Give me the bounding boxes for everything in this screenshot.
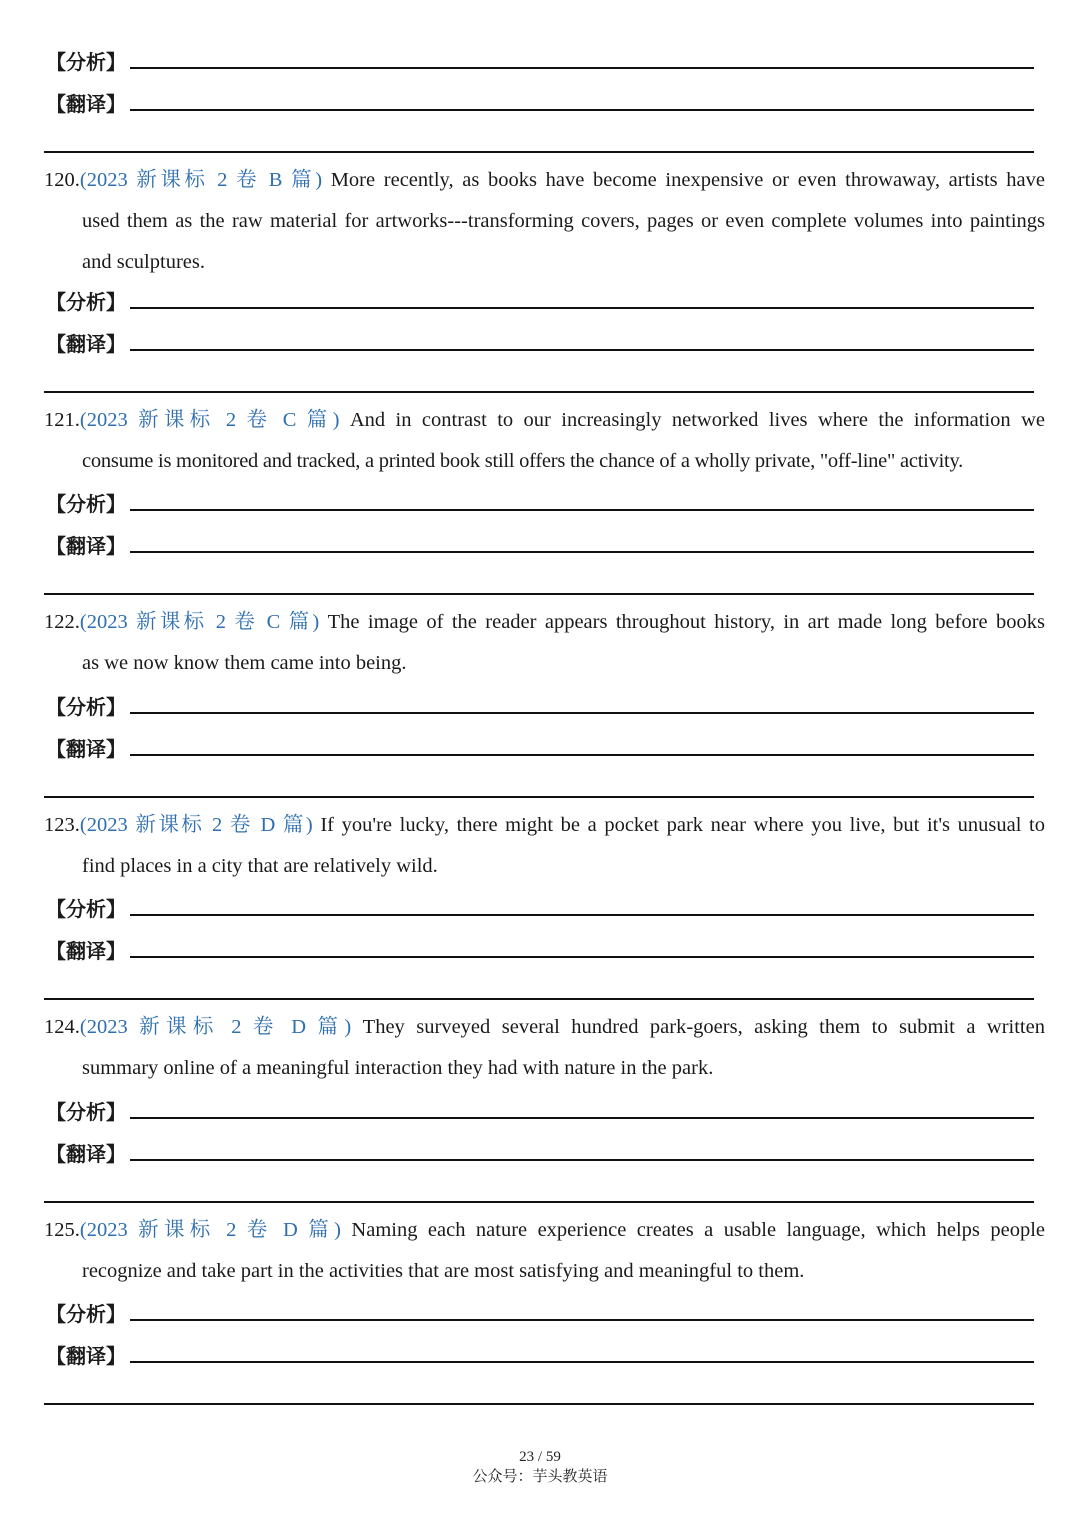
- analysis-label: 【分析】: [46, 897, 126, 921]
- translation-label: 【翻译】: [46, 1344, 126, 1368]
- question-text-continued: find places in a city that are relatively wild.: [82, 855, 438, 877]
- translation-row: [46, 933, 130, 963]
- analysis-label: 【分析】: [46, 50, 126, 74]
- translation-answer-line-2[interactable]: [44, 593, 1034, 595]
- translation-row: [46, 528, 130, 558]
- translation-label: 【翻译】: [46, 1142, 126, 1166]
- question-number: 125.: [44, 1219, 80, 1241]
- question-120: [44, 160, 1045, 283]
- analysis-label: 【分析】: [46, 1100, 126, 1124]
- analysis-label: 【分析】: [46, 290, 126, 314]
- question-text-continued: consume is monitored and tracked, a printed book still offers the chance of a wholly private, "off-line" activity.: [82, 450, 964, 472]
- translation-answer-line-2[interactable]: [44, 1201, 1034, 1203]
- analysis-answer-line[interactable]: [130, 914, 1034, 916]
- analysis-row: [46, 486, 130, 516]
- question-122: [44, 602, 1045, 684]
- question-text-line1: They surveyed several hundred park-goers, asking them to submit a written: [351, 1016, 1045, 1038]
- question-text-line1: The image of the reader appears throughout history, in art made long before books: [319, 611, 1046, 633]
- translation-label: 【翻译】: [46, 92, 126, 116]
- analysis-answer-line[interactable]: [130, 1319, 1034, 1321]
- question-number: 124.: [44, 1016, 80, 1038]
- translation-row: [46, 326, 130, 356]
- analysis-row: [46, 44, 130, 74]
- question-text-continued: used them as the raw material for artworks---transforming covers, pages or even complete volumes into paintings and sculptures.: [82, 210, 1045, 273]
- page-number: 23 / 59: [519, 1449, 561, 1465]
- analysis-label: 【分析】: [46, 492, 126, 516]
- translation-answer-line[interactable]: [130, 1159, 1034, 1161]
- translation-answer-line-2[interactable]: [44, 796, 1034, 798]
- translation-answer-line[interactable]: [130, 1361, 1034, 1363]
- question-number: 121.: [44, 409, 80, 431]
- wechat-account: 公众号：芋头教英语: [472, 1469, 608, 1485]
- question-source: (2023 新课标 2 卷 D 篇): [79, 1219, 341, 1241]
- question-source: (2023 新课标 2 卷 B 篇): [79, 169, 323, 191]
- translation-label: 【翻译】: [46, 534, 126, 558]
- translation-row: [46, 731, 130, 761]
- translation-answer-line[interactable]: [130, 551, 1034, 553]
- question-text-line1: More recently, as books have become inexpensive or even throwaway, artists have: [322, 169, 1046, 191]
- analysis-answer-line[interactable]: [130, 509, 1034, 511]
- analysis-label: 【分析】: [46, 1302, 126, 1326]
- question-125: [44, 1210, 1045, 1292]
- question-124: [44, 1007, 1045, 1089]
- question-123: [44, 805, 1045, 887]
- question-text-continued: summary online of a meaningful interaction they had with nature in the park.: [82, 1057, 714, 1079]
- translation-answer-line-2[interactable]: [44, 1403, 1034, 1405]
- translation-answer-line[interactable]: [130, 349, 1034, 351]
- translation-answer-line-2[interactable]: [44, 391, 1034, 393]
- translation-label: 【翻译】: [46, 332, 126, 356]
- analysis-answer-line[interactable]: [130, 307, 1034, 309]
- question-number: 122.: [44, 611, 80, 633]
- question-number: 120.: [44, 169, 80, 191]
- question-source: (2023 新课标 2 卷 D 篇): [79, 814, 313, 836]
- translation-row: [46, 1136, 130, 1166]
- analysis-row: [46, 891, 130, 921]
- question-source: (2023 新课标 2 卷 C 篇): [79, 409, 340, 431]
- translation-row: [46, 1338, 130, 1368]
- question-text-line1: And in contrast to our increasingly networked lives where the information we: [339, 409, 1045, 431]
- analysis-row: [46, 689, 130, 719]
- translation-answer-line[interactable]: [130, 754, 1034, 756]
- translation-answer-line-2[interactable]: [44, 151, 1034, 153]
- question-text-line1: If you're lucky, there might be a pocket park near where you live, but it's unusual to: [312, 814, 1045, 836]
- translation-label: 【翻译】: [46, 737, 126, 761]
- translation-answer-line-2[interactable]: [44, 998, 1034, 1000]
- analysis-row: [46, 1296, 130, 1326]
- question-text-line1: Naming each nature experience creates a usable language, which helps people: [340, 1219, 1045, 1241]
- analysis-row: [46, 1094, 130, 1124]
- translation-label: 【翻译】: [46, 939, 126, 963]
- question-text-continued: as we now know them came into being.: [82, 652, 407, 674]
- translation-answer-line[interactable]: [130, 109, 1034, 111]
- question-number: 123.: [44, 814, 80, 836]
- question-source: (2023 新课标 2 卷 C 篇): [79, 611, 320, 633]
- question-text-continued: recognize and take part in the activities that are most satisfying and meaningful to them.: [82, 1260, 805, 1282]
- analysis-answer-line[interactable]: [130, 67, 1034, 69]
- translation-row: [46, 86, 130, 116]
- analysis-answer-line[interactable]: [130, 712, 1034, 714]
- translation-answer-line[interactable]: [130, 956, 1034, 958]
- analysis-label: 【分析】: [46, 695, 126, 719]
- question-121: [44, 400, 1045, 482]
- analysis-row: [46, 284, 130, 314]
- question-source: (2023 新课标 2 卷 D 篇): [79, 1016, 352, 1038]
- analysis-answer-line[interactable]: [130, 1117, 1034, 1119]
